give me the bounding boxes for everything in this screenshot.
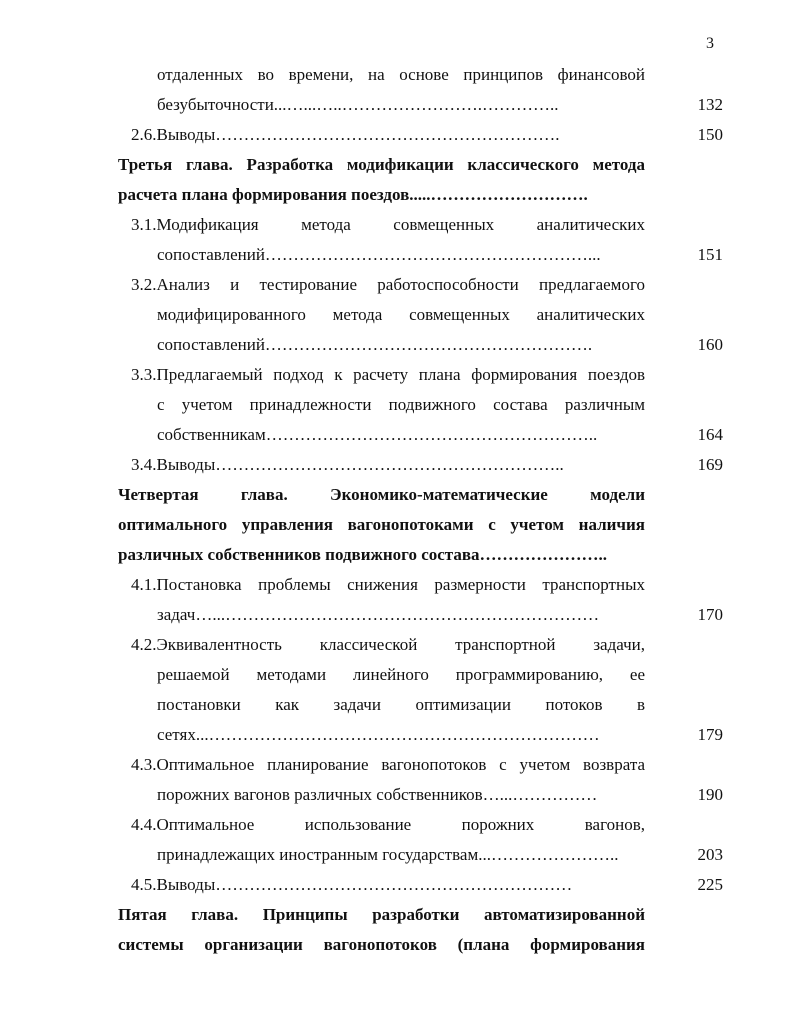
- toc-entry-line: [0, 330, 793, 360]
- toc-entry-text: безубыточности...…...…..…………………….…………..: [157, 95, 559, 114]
- toc-entry-text: 3.4.Выводы……………………………………………………..: [131, 455, 564, 474]
- toc-page-number: 151: [697, 245, 723, 264]
- toc-entry-text: Третья глава. Разработка модификации классического метода: [118, 155, 645, 174]
- toc-entry-text: 4.2.Эквивалентность классической транспортной задачи,: [131, 635, 645, 654]
- toc-entry-text: 4.5.Выводы………………………………………………………: [131, 875, 573, 894]
- toc-chapter-line: [0, 180, 793, 210]
- toc-entry-line: [0, 870, 793, 900]
- toc-entry-text: постановки как задачи оптимизации потоков в: [157, 695, 645, 714]
- page-number: 3: [706, 35, 714, 52]
- toc-entry-line: [0, 390, 793, 420]
- toc-page-number: 164: [697, 425, 723, 444]
- toc-entry-line: [0, 90, 793, 120]
- toc-entry-line: [0, 300, 793, 330]
- toc-entry-text: Четвертая глава. Экономико-математические модели: [118, 485, 645, 504]
- toc-entry-line: [0, 60, 793, 90]
- toc-entry-text: решаемой методами линейного программированию, ее: [157, 665, 645, 684]
- toc-page-number: 169: [697, 455, 723, 474]
- toc-entry-text: 4.1.Постановка проблемы снижения размерности транспортных: [131, 575, 645, 594]
- toc-entry-line: [0, 570, 793, 600]
- toc-chapter-line: [0, 510, 793, 540]
- toc-entry-text: порожних вагонов различных собственников…...……………: [157, 785, 598, 804]
- toc-entry-text: с учетом принадлежности подвижного состава различным: [157, 395, 645, 414]
- toc-page-number: 150: [697, 125, 723, 144]
- toc-entry-text: различных собственников подвижного состава…………………..: [118, 545, 608, 564]
- toc-entry-line: [0, 630, 793, 660]
- toc-page-number: 225: [697, 875, 723, 894]
- toc-entry-text: Пятая глава. Принципы разработки автоматизированной: [118, 905, 645, 924]
- toc-entry-line: [0, 450, 793, 480]
- toc-entry-line: [0, 270, 793, 300]
- toc-entry-text: 3.1.Модификация метода совмещенных аналитических: [131, 215, 645, 234]
- toc-entry-line: [0, 690, 793, 720]
- toc-entry-text: отдаленных во времени, на основе принципов финансовой: [157, 65, 645, 84]
- toc-chapter-line: [0, 900, 793, 930]
- toc-entry-line: [0, 420, 793, 450]
- toc-entry-text: принадлежащих иностранным государствам...…………………..: [157, 845, 619, 864]
- toc-entry-text: 3.2.Анализ и тестирование работоспособности предлагаемого: [131, 275, 645, 294]
- toc-entry-text: расчета плана формирования поездов.....……………………….: [118, 185, 588, 204]
- toc-entry-text: системы организации вагонопотоков (плана формирования: [118, 935, 645, 954]
- toc-page-number: 190: [697, 785, 723, 804]
- toc-entry-line: [0, 240, 793, 270]
- toc-entry-text: модифицированного метода совмещенных аналитических: [157, 305, 645, 324]
- toc-entry-line: [0, 210, 793, 240]
- toc-entry-text: задач…...…………………………………………………………: [157, 605, 600, 624]
- toc-entry-line: [0, 660, 793, 690]
- toc-entry-line: [0, 600, 793, 630]
- toc-chapter-line: [0, 150, 793, 180]
- toc-entry-text: сопоставлений…………………………………………………...: [157, 245, 601, 264]
- toc-page-number: 170: [697, 605, 723, 624]
- toc-chapter-line: [0, 540, 793, 570]
- toc-entry-text: сопоставлений………………………………………………….: [157, 335, 593, 354]
- toc-entry-text: 2.6.Выводы…………………………………………………….: [131, 125, 560, 144]
- toc-chapter-line: [0, 480, 793, 510]
- toc-page-number: 203: [697, 845, 723, 864]
- toc-entry-text: собственникам…………………………………………………..: [157, 425, 598, 444]
- toc-entry-line: [0, 780, 793, 810]
- toc-entry-line: [0, 810, 793, 840]
- toc-entry-line: [0, 840, 793, 870]
- toc-entry-line: [0, 360, 793, 390]
- toc-page-number: 160: [697, 335, 723, 354]
- toc-page-number: 132: [697, 95, 723, 114]
- toc-chapter-line: [0, 930, 793, 960]
- toc-entry-text: 3.3.Предлагаемый подход к расчету плана формирования поездов: [131, 365, 645, 384]
- toc-entry-line: [0, 120, 793, 150]
- toc-page-number: 179: [697, 725, 723, 744]
- toc-entry-text: 4.4.Оптимальное использование порожних вагонов,: [131, 815, 645, 834]
- toc-entry-text: сетях...……………………………………………………………: [157, 725, 600, 744]
- toc-entry-line: [0, 750, 793, 780]
- toc-entry-line: [0, 720, 793, 750]
- toc-entry-text: 4.3.Оптимальное планирование вагонопотоков с учетом возврата: [131, 755, 645, 774]
- toc-entry-text: оптимального управления вагонопотоками с учетом наличия: [118, 515, 645, 534]
